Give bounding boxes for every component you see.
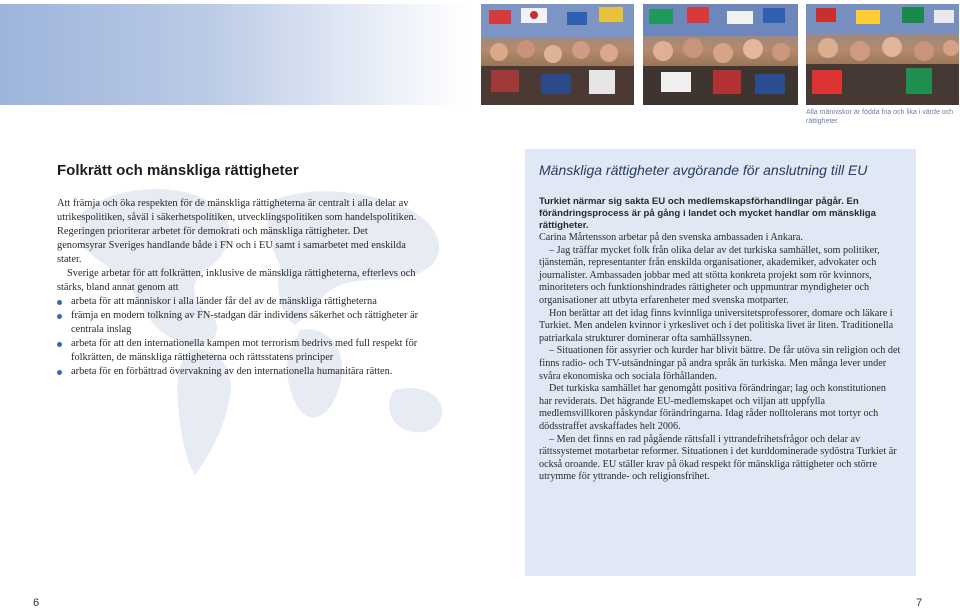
panel-paragraph: Hon berättar att det idag finns kvinnliga universitetsprofessorer, domare och läkare i Turkiet. Men andelen kvinnor i yrkeslivet och i det politiska livet är liten. Traditionella patriarkala strukturer dominerar ofta samhällssynen. xyxy=(539,307,894,344)
bullet-item: arbeta för att den internationella kampen mot terrorism bedrivs med full respekt för folkrätten, de mänskliga rättigheterna och rättsstatens principer xyxy=(57,337,419,365)
crowd-photo-2 xyxy=(643,4,798,105)
panel-title: Mänskliga rättigheter avgörande för anslutning till EU xyxy=(539,162,868,178)
bullet-item: främja en modern tolkning av FN-stadgan där individens säkerhet och rättigheter är centrala inslag xyxy=(57,309,419,337)
panel-body-text xyxy=(539,196,901,484)
intro-paragraph: Att främja och öka respekten för de mänskliga rättigheterna är centralt i alla delar av utrikespolitiken, såväl i säkerhetspolitiken, utvecklingspolitiken som handelspolitiken. Regeringen prioriterar arbetet för demokrati och mänskliga rättigheter. Det genomsyrar Sveriges handlande både i FN och i EU samt i samarbetet med enskilda stater. xyxy=(57,198,417,265)
photo-caption: Alla människor är födda fria och lika i värde och rättigheter. xyxy=(806,109,954,125)
bullet-list xyxy=(57,295,419,379)
panel-paragraph: – Situationen för assyrier och kurder har blivit bättre. De får utöva sin religion och det finns radio- och TV-utsändningar på andra språk än turkiska. Men många lever under svåra ekonomiska och sociala förhållanden. xyxy=(539,345,901,382)
header-gradient-band xyxy=(0,4,470,105)
panel-paragraph: – Men det finns en rad pågående rättsfall i yttrandefrihetsfrågor och delar av rättssystemet motarbetar reformer. Situationen i det kurddominerade sydöstra Turkiet är också oroande. EU ställer krav på ökad respekt för mänskliga rättigheter och större utrymme för yttrande- och religionsfrihet. xyxy=(539,433,897,483)
left-section-title: Folkrätt och mänskliga rättigheter xyxy=(57,162,299,179)
crowd-photo-1 xyxy=(481,4,634,105)
bullet-item: arbeta för en förbättrad övervakning av den internationella humanitära rätten. xyxy=(57,365,419,379)
crowd-photo-3 xyxy=(806,4,959,105)
sweden-paragraph: Sverige arbetar för att folkrätten, inklusive de mänskliga rättigheterna, efterlevs och stärks, bland annat genom att xyxy=(57,268,416,293)
page-number-right: 7 xyxy=(916,597,923,609)
panel-paragraph: Carina Mårtensson arbetar på den svenska ambassaden i Ankara. xyxy=(539,232,803,243)
panel-lead: Turkiet närmar sig sakta EU och medlemskapsförhandlingar pågår. En förändringsprocess är på gång i landet och mycket handlar om mänskliga rättigheter. xyxy=(539,196,876,231)
left-body-text xyxy=(57,197,419,379)
panel-paragraph: Det turkiska samhället har genomgått positiva förändringar; lag och konstitutionen har reviderats. Det hägrande EU-medlemskapet och viljan att uppfylla medlemsvillkoren påskyndar förändringarna. Idag råder nolltolerans mot tortyr och dödsstraffet avskaffades helt 2006. xyxy=(539,383,886,432)
bullet-item: arbeta för att människor i alla länder får del av de mänskliga rättigheterna xyxy=(57,295,419,309)
page-number-left: 6 xyxy=(33,597,40,609)
eu-human-rights-panel xyxy=(525,149,916,576)
panel-paragraph: – Jag träffar mycket folk från olika delar av det turkiska samhället, som politiker, tjänstemän, representanter från enskilda organisationer, akademiker, advokater och journalister. Ambassaden jobbar med att stötta konkreta projekt som rör kvinnors, minoriteters och funktionshindrades rättigheter och uppmuntrar myndigheter och organisationer att utbyta erfarenheter med svenska motparter. xyxy=(539,244,880,306)
